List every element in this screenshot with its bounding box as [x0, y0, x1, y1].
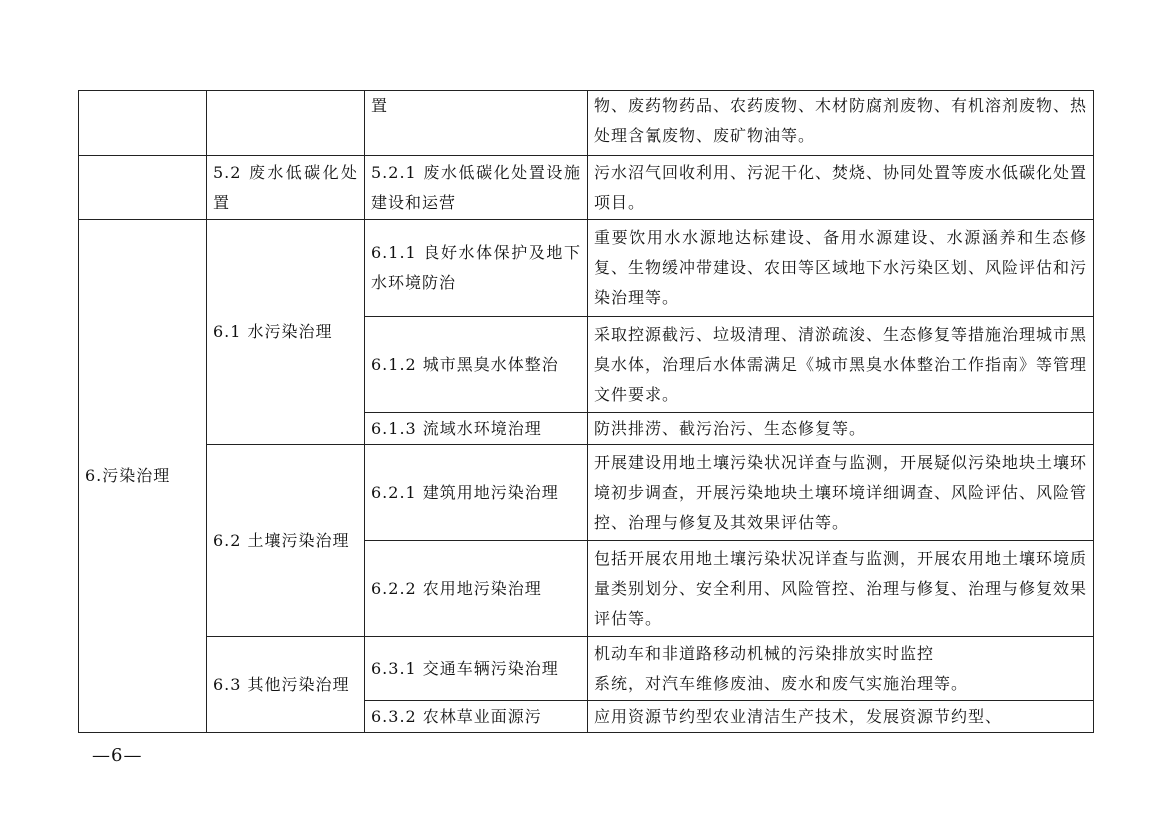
description-line: 系统，对汽车维修废油、废水和废气实施治理等。 — [594, 673, 969, 693]
item-cell: 5.2.1 废水低碳化处置设施建设和运营 — [365, 156, 588, 220]
category-cell — [79, 91, 207, 156]
subcategory-cell — [207, 91, 365, 156]
subcategory-cell: 6.3 其他污染治理 — [207, 637, 365, 733]
subcategory-cell: 6.2 土壤污染治理 — [207, 445, 365, 637]
item-cell: 6.1.2 城市黑臭水体整治 — [365, 317, 588, 413]
table-row — [79, 445, 1094, 541]
description-cell: 污水沼气回收利用、污泥干化、焚烧、协同处置等废水低碳化处置项目。 — [588, 156, 1094, 220]
table-row — [79, 220, 1094, 317]
item-cell: 6.3.1 交通车辆污染治理 — [365, 637, 588, 701]
description-cell: 开展建设用地土壤污染状况详查与监测，开展疑似污染地块土壤环境初步调查，开展污染地块土壤环境详细调查、风险评估、风险管控、治理与修复及其效果评估等。 — [588, 445, 1094, 541]
description-cell: 物、废药物药品、农药废物、木材防腐剂废物、有机溶剂废物、热处理含氰废物、废矿物油等。 — [588, 91, 1094, 156]
item-cell: 置 — [365, 91, 588, 156]
subcategory-cell: 5.2 废水低碳化处置 — [207, 156, 365, 220]
category-cell: 6.污染治理 — [79, 220, 207, 733]
description-cell: 防洪排涝、截污治污、生态修复等。 — [588, 413, 1094, 445]
item-cell: 6.3.2 农林草业面源污 — [365, 701, 588, 733]
subcategory-cell: 6.1 水污染治理 — [207, 220, 365, 445]
page-number: —6— — [92, 745, 143, 766]
table-row — [79, 91, 1094, 156]
description-line: 机动车和非道路移动机械的污染排放实时监控 — [594, 643, 935, 663]
description-cell: 包括开展农用地土壤污染状况详查与监测，开展农用地土壤环境质量类别划分、安全利用、风险管控、治理与修复、治理与修复效果评估等。 — [588, 541, 1094, 637]
description-cell: 应用资源节约型农业清洁生产技术，发展资源节约型、 — [588, 701, 1094, 733]
description-cell — [588, 637, 1094, 701]
description-cell: 采取控源截污、垃圾清理、清淤疏浚、生态修复等措施治理城市黑臭水体，治理后水体需满足《城市黑臭水体整治工作指南》等管理文件要求。 — [588, 317, 1094, 413]
item-cell: 6.1.3 流域水环境治理 — [365, 413, 588, 445]
table-row — [79, 156, 1094, 220]
item-cell: 6.2.2 农用地污染治理 — [365, 541, 588, 637]
table-row — [79, 637, 1094, 701]
description-cell: 重要饮用水水源地达标建设、备用水源建设、水源涵养和生态修复、生物缓冲带建设、农田等区域地下水污染区划、风险评估和污染治理等。 — [588, 220, 1094, 317]
category-cell — [79, 156, 207, 220]
catalog-table — [78, 90, 1094, 733]
item-cell: 6.2.1 建筑用地污染治理 — [365, 445, 588, 541]
item-cell: 6.1.1 良好水体保护及地下水环境防治 — [365, 220, 588, 317]
